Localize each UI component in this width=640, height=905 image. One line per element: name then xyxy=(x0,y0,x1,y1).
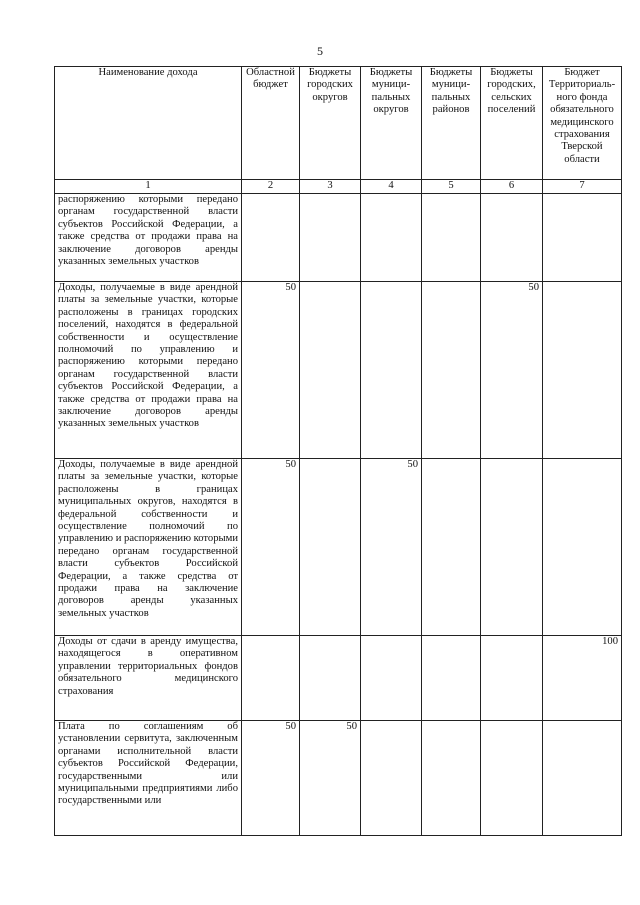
revenue-distribution-table xyxy=(54,66,622,836)
value-cell xyxy=(422,194,481,282)
table-row xyxy=(55,459,622,636)
revenue-description: распоряжению которыми передано органам государственной власти субъектов Российской Федерации, а также средства от продажи права на заключение договоров аренды указанных земельных участков xyxy=(55,194,242,282)
table-row xyxy=(55,194,622,282)
value-cell xyxy=(481,721,543,836)
value-cell: 50 xyxy=(242,282,300,459)
value-cell xyxy=(361,194,422,282)
value-cell xyxy=(300,282,361,459)
revenue-description: Плата по соглашениям об установлении сервитута, заключенным органами исполнительной власти субъектов Российской Федерации, государственными или муниципальными предприятиями либо государственными или xyxy=(55,721,242,836)
header-regional-budget: Областной бюджет xyxy=(242,67,300,180)
revenue-description: Доходы от сдачи в аренду имущества, находящегося в оперативном управлении территориальных фондов обязательного медицинского страхования xyxy=(55,636,242,721)
value-cell xyxy=(361,282,422,459)
revenue-description: Доходы, получаемые в виде арендной платы за земельные участки, которые расположены в границах городских поселений, находятся в федеральной собственности и осуществление полномочий по управлению и распоряжению которыми передано органам государственной власти субъектов Российской Федерации, а также средства от продажи права на заключение договоров аренды указанных земельных участков xyxy=(55,282,242,459)
value-cell xyxy=(543,721,622,836)
value-cell: 50 xyxy=(361,459,422,636)
value-cell xyxy=(481,194,543,282)
header-settlements-budgets: Бюджеты городских, сельских поселений xyxy=(481,67,543,180)
value-cell: 50 xyxy=(242,721,300,836)
column-number: 1 xyxy=(55,180,242,194)
value-cell xyxy=(481,636,543,721)
header-municipal-districts-budgets: Бюджеты муници-пальных округов xyxy=(361,67,422,180)
value-cell: 50 xyxy=(300,721,361,836)
value-cell xyxy=(422,282,481,459)
column-number: 5 xyxy=(422,180,481,194)
value-cell xyxy=(543,194,622,282)
table-row xyxy=(55,282,622,459)
table-row xyxy=(55,721,622,836)
column-number: 6 xyxy=(481,180,543,194)
column-number: 4 xyxy=(361,180,422,194)
value-cell xyxy=(422,721,481,836)
value-cell xyxy=(481,459,543,636)
value-cell: 100 xyxy=(543,636,622,721)
header-municipal-regions-budgets: Бюджеты муници-пальных районов xyxy=(422,67,481,180)
value-cell xyxy=(543,282,622,459)
value-cell xyxy=(361,721,422,836)
column-number: 2 xyxy=(242,180,300,194)
value-cell xyxy=(361,636,422,721)
value-cell: 50 xyxy=(481,282,543,459)
header-row xyxy=(55,67,622,180)
value-cell: 50 xyxy=(242,459,300,636)
header-revenue-name: Наименование дохода xyxy=(55,67,242,180)
value-cell xyxy=(300,459,361,636)
column-number: 7 xyxy=(543,180,622,194)
table-row xyxy=(55,636,622,721)
value-cell xyxy=(543,459,622,636)
value-cell xyxy=(300,636,361,721)
revenue-description: Доходы, получаемые в виде арендной платы за земельные участки, которые расположены в границах муниципальных округов, находятся в федеральной собственности и осуществление полномочий по управлению и распоряжению которыми передано органам государственной власти субъектов Российской Федерации, а также средства от продажи права на заключение договоров аренды указанных земельных участков xyxy=(55,459,242,636)
value-cell xyxy=(422,636,481,721)
header-city-districts-budgets: Бюджеты городских округов xyxy=(300,67,361,180)
header-medical-insurance-fund-budget: Бюджет Территориаль-ного фонда обязательного медицинского страхования Тверской области xyxy=(543,67,622,180)
page-number: 5 xyxy=(317,44,323,58)
column-number: 3 xyxy=(300,180,361,194)
column-number-row xyxy=(55,180,622,194)
value-cell xyxy=(242,636,300,721)
value-cell xyxy=(242,194,300,282)
value-cell xyxy=(300,194,361,282)
value-cell xyxy=(422,459,481,636)
